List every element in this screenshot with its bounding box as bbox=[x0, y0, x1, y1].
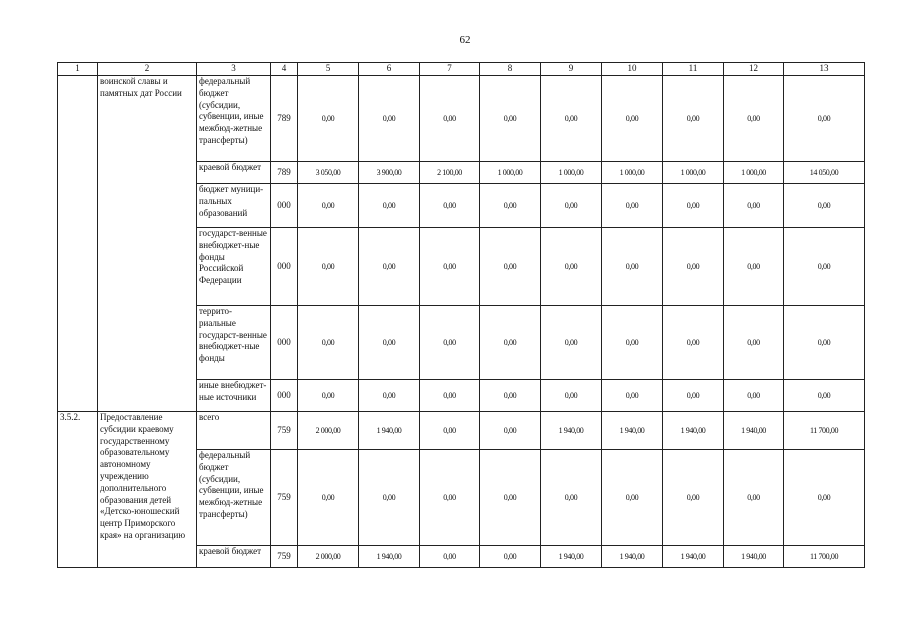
value-cell: 1 000,00 bbox=[480, 162, 541, 184]
table-row bbox=[58, 76, 865, 162]
value-cell: 0,00 bbox=[602, 184, 663, 228]
value-cell: 0,00 bbox=[298, 450, 359, 546]
page-number: 62 bbox=[459, 34, 471, 46]
value-cell: 0,00 bbox=[663, 228, 724, 306]
value-cell: 1 940,00 bbox=[541, 546, 602, 568]
value-cell: 2 100,00 bbox=[420, 162, 480, 184]
value-cell: 0,00 bbox=[420, 412, 480, 450]
value-cell: 0,00 bbox=[359, 184, 420, 228]
column-header: 13 bbox=[784, 63, 865, 76]
value-cell: 1 940,00 bbox=[541, 412, 602, 450]
value-cell: 0,00 bbox=[359, 450, 420, 546]
value-cell: 0,00 bbox=[602, 450, 663, 546]
value-cell: 0,00 bbox=[480, 380, 541, 412]
funding-source-cell: федеральный бюджет (субсидии, субвенции, иные межбюд-жетные трансферты) bbox=[197, 450, 271, 546]
value-cell: 1 000,00 bbox=[724, 162, 784, 184]
column-header: 8 bbox=[480, 63, 541, 76]
value-cell: 0,00 bbox=[784, 76, 865, 162]
column-header: 11 bbox=[663, 63, 724, 76]
value-cell: 0,00 bbox=[420, 228, 480, 306]
column-header: 1 bbox=[58, 63, 98, 76]
value-cell: 0,00 bbox=[298, 184, 359, 228]
value-cell: 1 940,00 bbox=[663, 412, 724, 450]
code-cell: 789 bbox=[271, 162, 298, 184]
value-cell: 0,00 bbox=[420, 76, 480, 162]
funding-source-cell: всего bbox=[197, 412, 271, 450]
column-header: 9 bbox=[541, 63, 602, 76]
value-cell: 0,00 bbox=[663, 450, 724, 546]
value-cell: 0,00 bbox=[480, 228, 541, 306]
value-cell: 0,00 bbox=[602, 76, 663, 162]
value-cell: 0,00 bbox=[480, 184, 541, 228]
value-cell: 0,00 bbox=[359, 380, 420, 412]
column-header: 3 bbox=[197, 63, 271, 76]
value-cell: 0,00 bbox=[480, 546, 541, 568]
item-name-cell: воинской славы и памятных дат России bbox=[98, 76, 197, 412]
column-header: 2 bbox=[98, 63, 197, 76]
funding-source-cell: государст-венные внебюджет-ные фонды Российской Федерации bbox=[197, 228, 271, 306]
value-cell: 1 000,00 bbox=[602, 162, 663, 184]
value-cell: 0,00 bbox=[724, 228, 784, 306]
value-cell: 0,00 bbox=[784, 184, 865, 228]
column-header: 10 bbox=[602, 63, 663, 76]
header-row bbox=[58, 63, 865, 76]
value-cell: 0,00 bbox=[359, 306, 420, 380]
item-number-cell: 3.5.2. bbox=[58, 412, 98, 568]
table-row bbox=[58, 412, 865, 450]
value-cell: 1 940,00 bbox=[663, 546, 724, 568]
code-cell: 759 bbox=[271, 412, 298, 450]
value-cell: 0,00 bbox=[420, 306, 480, 380]
value-cell: 0,00 bbox=[724, 306, 784, 380]
value-cell: 0,00 bbox=[784, 228, 865, 306]
value-cell: 1 940,00 bbox=[602, 546, 663, 568]
value-cell: 0,00 bbox=[420, 380, 480, 412]
value-cell: 0,00 bbox=[480, 412, 541, 450]
value-cell: 0,00 bbox=[724, 184, 784, 228]
code-cell: 000 bbox=[271, 184, 298, 228]
value-cell: 0,00 bbox=[480, 76, 541, 162]
value-cell: 11 700,00 bbox=[784, 546, 865, 568]
value-cell: 0,00 bbox=[784, 380, 865, 412]
code-cell: 000 bbox=[271, 380, 298, 412]
column-header: 12 bbox=[724, 63, 784, 76]
value-cell: 1 000,00 bbox=[663, 162, 724, 184]
value-cell: 1 940,00 bbox=[359, 546, 420, 568]
value-cell: 0,00 bbox=[420, 546, 480, 568]
value-cell: 0,00 bbox=[663, 76, 724, 162]
value-cell: 0,00 bbox=[541, 380, 602, 412]
funding-source-cell: иные внебюджет-ные источники bbox=[197, 380, 271, 412]
column-header: 7 bbox=[420, 63, 480, 76]
value-cell: 0,00 bbox=[541, 450, 602, 546]
value-cell: 1 940,00 bbox=[359, 412, 420, 450]
item-name-cell: Предоставление субсидии краевому государственному образовательному автономному учреждению дополнительного образования детей «Детско-юношеский центр Приморского края» на организацию bbox=[98, 412, 197, 568]
value-cell: 0,00 bbox=[724, 76, 784, 162]
column-header: 6 bbox=[359, 63, 420, 76]
value-cell: 0,00 bbox=[784, 450, 865, 546]
value-cell: 0,00 bbox=[298, 380, 359, 412]
value-cell: 0,00 bbox=[663, 184, 724, 228]
value-cell: 0,00 bbox=[480, 450, 541, 546]
funding-source-cell: террито-риальные государст-венные внебюджет-ные фонды bbox=[197, 306, 271, 380]
value-cell: 0,00 bbox=[480, 306, 541, 380]
budget-table bbox=[57, 62, 865, 568]
value-cell: 0,00 bbox=[724, 380, 784, 412]
code-cell: 759 bbox=[271, 546, 298, 568]
code-cell: 789 bbox=[271, 76, 298, 162]
code-cell: 000 bbox=[271, 306, 298, 380]
value-cell: 0,00 bbox=[298, 76, 359, 162]
value-cell: 11 700,00 bbox=[784, 412, 865, 450]
value-cell: 0,00 bbox=[784, 306, 865, 380]
value-cell: 2 000,00 bbox=[298, 546, 359, 568]
value-cell: 1 940,00 bbox=[602, 412, 663, 450]
value-cell: 0,00 bbox=[541, 76, 602, 162]
item-number-cell bbox=[58, 76, 98, 412]
value-cell: 3 050,00 bbox=[298, 162, 359, 184]
value-cell: 1 940,00 bbox=[724, 546, 784, 568]
value-cell: 0,00 bbox=[541, 306, 602, 380]
code-cell: 759 bbox=[271, 450, 298, 546]
value-cell: 0,00 bbox=[541, 184, 602, 228]
value-cell: 0,00 bbox=[298, 228, 359, 306]
value-cell: 1 940,00 bbox=[724, 412, 784, 450]
value-cell: 3 900,00 bbox=[359, 162, 420, 184]
value-cell: 0,00 bbox=[420, 450, 480, 546]
funding-source-cell: краевой бюджет bbox=[197, 162, 271, 184]
value-cell: 0,00 bbox=[663, 380, 724, 412]
column-header: 4 bbox=[271, 63, 298, 76]
value-cell: 0,00 bbox=[298, 306, 359, 380]
value-cell: 0,00 bbox=[359, 228, 420, 306]
value-cell: 0,00 bbox=[359, 76, 420, 162]
value-cell: 2 000,00 bbox=[298, 412, 359, 450]
value-cell: 0,00 bbox=[663, 306, 724, 380]
value-cell: 0,00 bbox=[420, 184, 480, 228]
value-cell: 0,00 bbox=[541, 228, 602, 306]
funding-source-cell: бюджет муници-пальных образований bbox=[197, 184, 271, 228]
value-cell: 0,00 bbox=[602, 228, 663, 306]
value-cell: 0,00 bbox=[724, 450, 784, 546]
funding-source-cell: федеральный бюджет (субсидии, субвенции, иные межбюд-жетные трансферты) bbox=[197, 76, 271, 162]
code-cell: 000 bbox=[271, 228, 298, 306]
value-cell: 0,00 bbox=[602, 380, 663, 412]
funding-source-cell: краевой бюджет bbox=[197, 546, 271, 568]
value-cell: 0,00 bbox=[602, 306, 663, 380]
column-header: 5 bbox=[298, 63, 359, 76]
value-cell: 1 000,00 bbox=[541, 162, 602, 184]
value-cell: 14 050,00 bbox=[784, 162, 865, 184]
